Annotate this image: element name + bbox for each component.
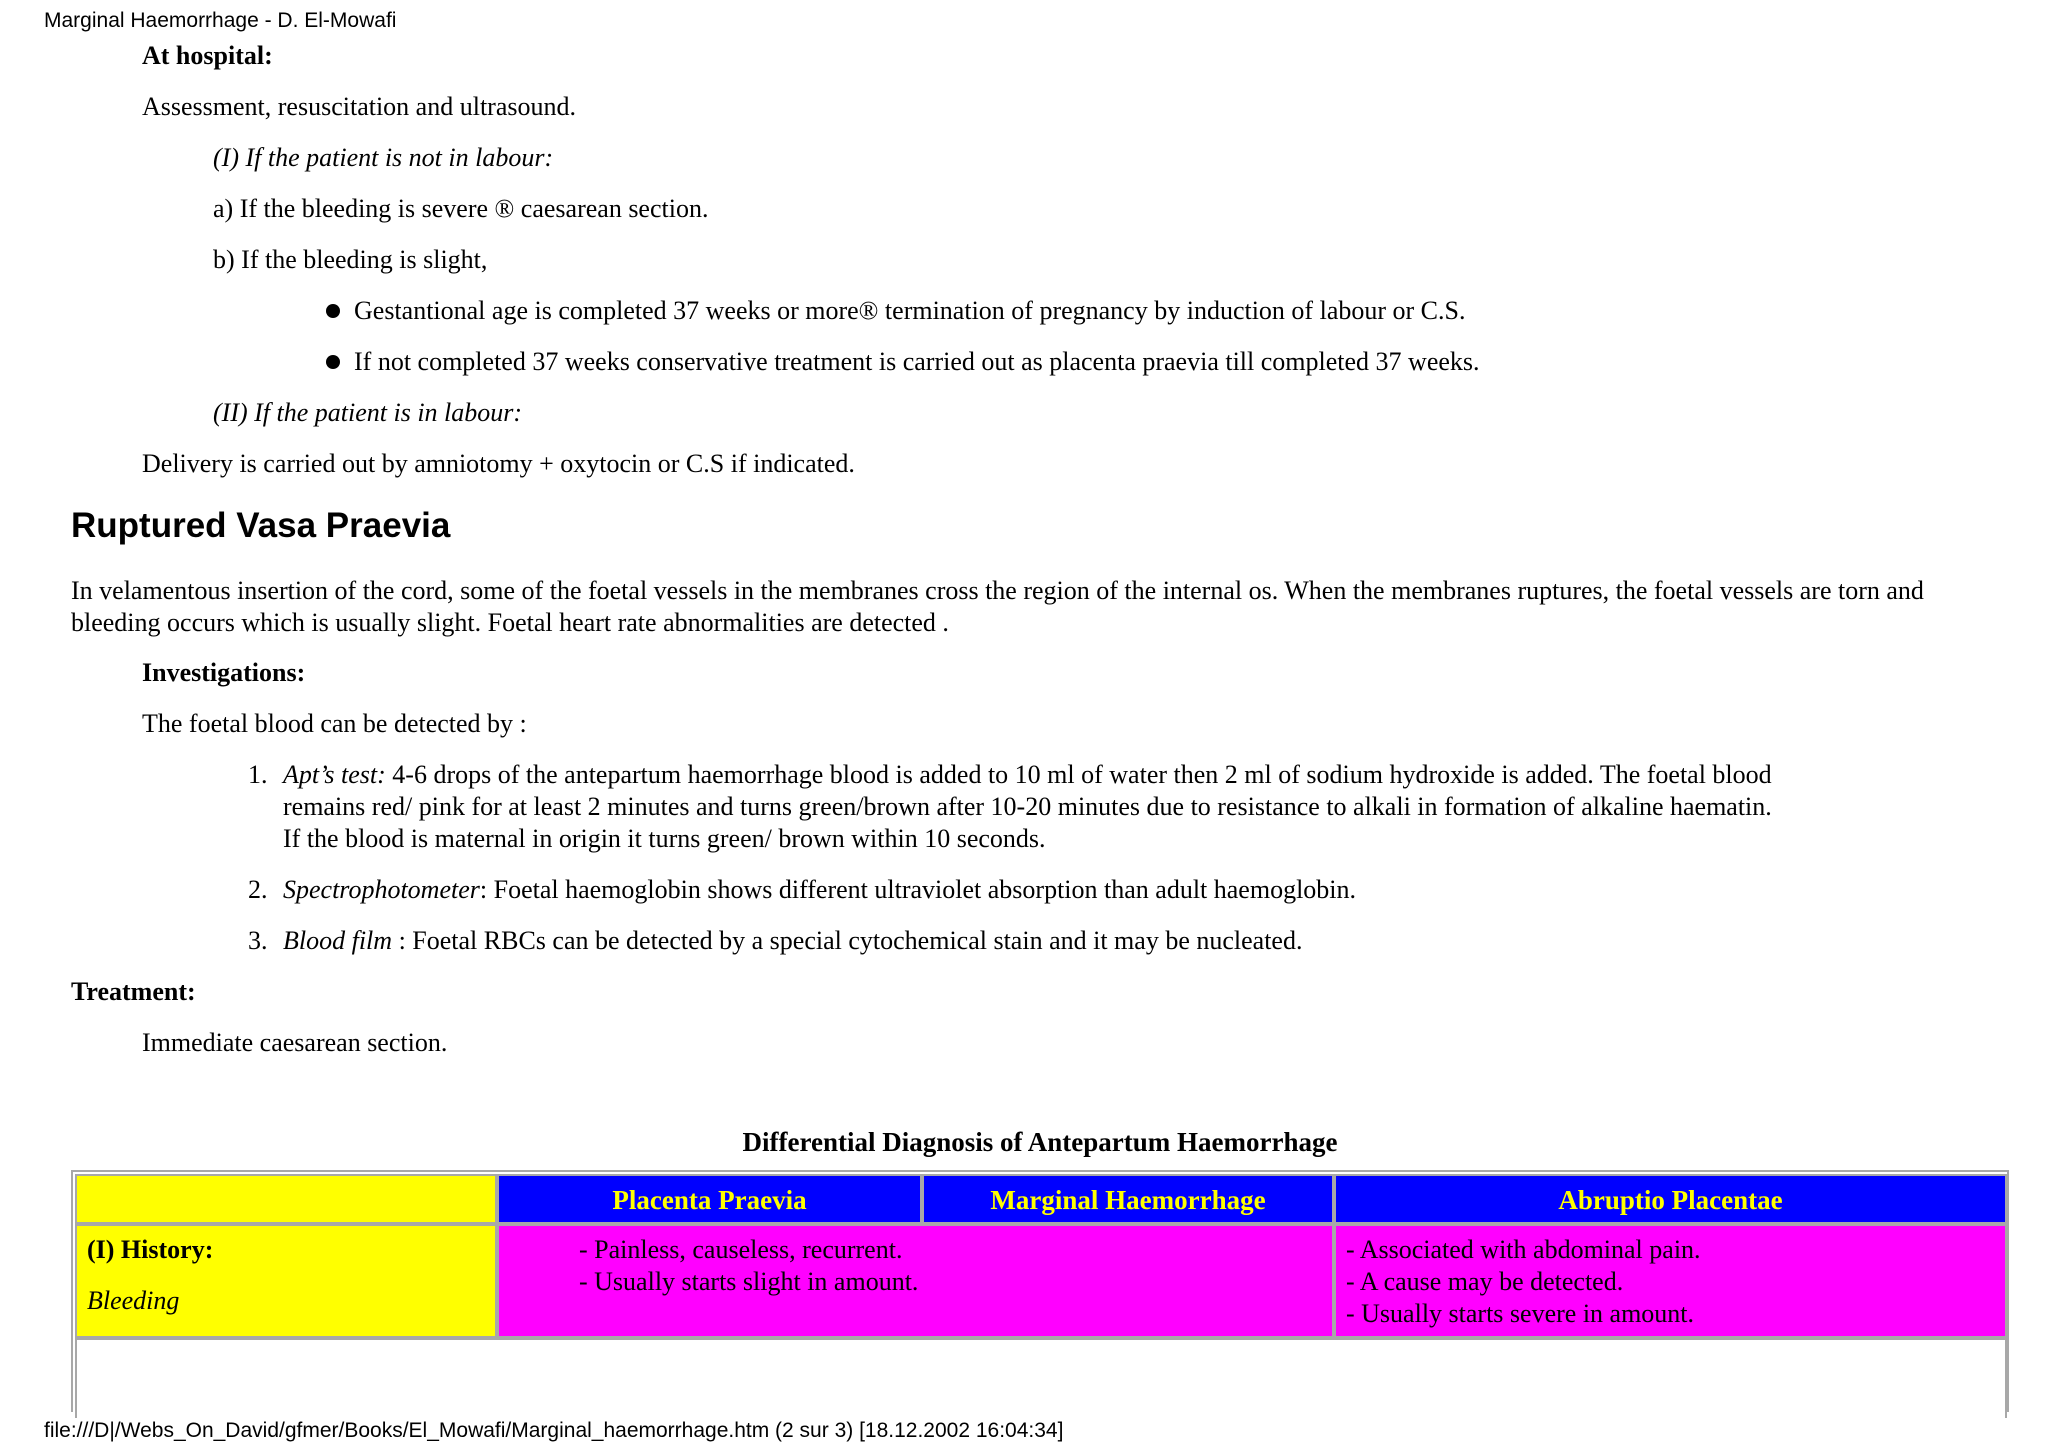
bullet-item: Gestantional age is completed 37 weeks or more® termination of pregnancy by induction of labour or C.S. bbox=[354, 296, 1466, 325]
test-text: remains red/ pink for at least 2 minutes and turns green/brown after 10-20 minutes due to resistance to alkali in formation of alkaline haematin. bbox=[283, 792, 1772, 821]
test-text: : Foetal RBCs can be detected by a special cytochemical stain and it may be nucleated. bbox=[392, 926, 1303, 955]
cell-line: - Usually starts severe in amount. bbox=[1346, 1299, 1695, 1328]
investigations-heading: Investigations: bbox=[142, 658, 306, 687]
cell-line: - Painless, causeless, recurrent. bbox=[579, 1235, 903, 1264]
differential-diagnosis-table bbox=[71, 1170, 2009, 1412]
list-number: 1. bbox=[248, 760, 268, 789]
investigations-intro: The foetal blood can be detected by : bbox=[142, 709, 527, 738]
row-heading: (I) History: bbox=[87, 1235, 214, 1264]
page-header: Marginal Haemorrhage - D. El-Mowafi bbox=[44, 9, 397, 32]
table-corner-cell bbox=[75, 1174, 497, 1224]
test-text: 4-6 drops of the antepartum haemorrhage blood is added to 10 ml of water then 2 ml of sodium hydroxide is added. The foetal blood bbox=[385, 760, 1772, 789]
row-label-cell bbox=[75, 1224, 497, 1338]
cell-line: - Associated with abdominal pain. bbox=[1346, 1235, 1701, 1264]
test-name: Spectrophotometer bbox=[283, 875, 480, 904]
test-text: : Foetal haemoglobin shows different ultraviolet absorption than adult haemoglobin. bbox=[479, 875, 1357, 904]
table-continuation-row bbox=[75, 1338, 2007, 1418]
vasa-praevia-title: Ruptured Vasa Praevia bbox=[71, 506, 451, 545]
column-header-placenta-praevia: Placenta Praevia bbox=[497, 1174, 922, 1224]
test-name: Apt’s test: bbox=[283, 760, 386, 789]
list-number: 2. bbox=[248, 875, 268, 904]
column-header-marginal-haemorrhage: Marginal Haemorrhage bbox=[922, 1174, 1334, 1224]
test-name: Blood film bbox=[283, 926, 393, 955]
severe-bleeding-text: a) If the bleeding is severe ® caesarean section. bbox=[213, 194, 709, 223]
row-label: Bleeding bbox=[87, 1286, 180, 1315]
slight-bleeding-text: b) If the bleeding is slight, bbox=[213, 245, 488, 274]
at-hospital-heading: At hospital: bbox=[142, 41, 273, 70]
page-footer: file:///D|/Webs_On_David/gfmer/Books/El_Mowafi/Marginal_haemorrhage.htm (2 sur 3) [18.12.2002 16:04:34] bbox=[44, 1419, 1064, 1442]
bullet-icon bbox=[326, 304, 340, 318]
hospital-intro: Assessment, resuscitation and ultrasound. bbox=[142, 92, 576, 121]
list-number: 3. bbox=[248, 926, 268, 955]
list-item bbox=[283, 874, 1943, 906]
cell-line: - Usually starts slight in amount. bbox=[579, 1267, 919, 1296]
list-item bbox=[283, 925, 1943, 957]
treatment-text: Immediate caesarean section. bbox=[142, 1028, 448, 1057]
ap-bleeding-cell bbox=[1334, 1224, 2007, 1338]
column-header-abruptio-placentae: Abruptio Placentae bbox=[1334, 1174, 2007, 1224]
not-in-labour-heading: (I) If the patient is not in labour: bbox=[213, 143, 554, 172]
cell-line: - A cause may be detected. bbox=[1346, 1267, 1624, 1296]
pp-mh-bleeding-cell bbox=[497, 1224, 1334, 1338]
table-caption: Differential Diagnosis of Antepartum Haemorrhage bbox=[742, 1127, 1338, 1157]
delivery-text: Delivery is carried out by amniotomy + oxytocin or C.S if indicated. bbox=[142, 449, 855, 478]
list-item bbox=[283, 759, 1943, 855]
in-labour-heading: (II) If the patient is in labour: bbox=[213, 398, 523, 427]
treatment-heading: Treatment: bbox=[71, 977, 196, 1006]
vasa-praevia-paragraph: In velamentous insertion of the cord, some of the foetal vessels in the membranes cross the region of the internal os. When the membranes ruptures, the foetal vessels are torn and bleeding occurs which is usually slight. Foetal heart rate abnormalities are detected . bbox=[71, 576, 1924, 637]
bullet-icon bbox=[326, 355, 340, 369]
test-text: If the blood is maternal in origin it turns green/ brown within 10 seconds. bbox=[283, 824, 1046, 853]
bullet-item: If not completed 37 weeks conservative treatment is carried out as placenta praevia till completed 37 weeks. bbox=[354, 347, 1480, 376]
